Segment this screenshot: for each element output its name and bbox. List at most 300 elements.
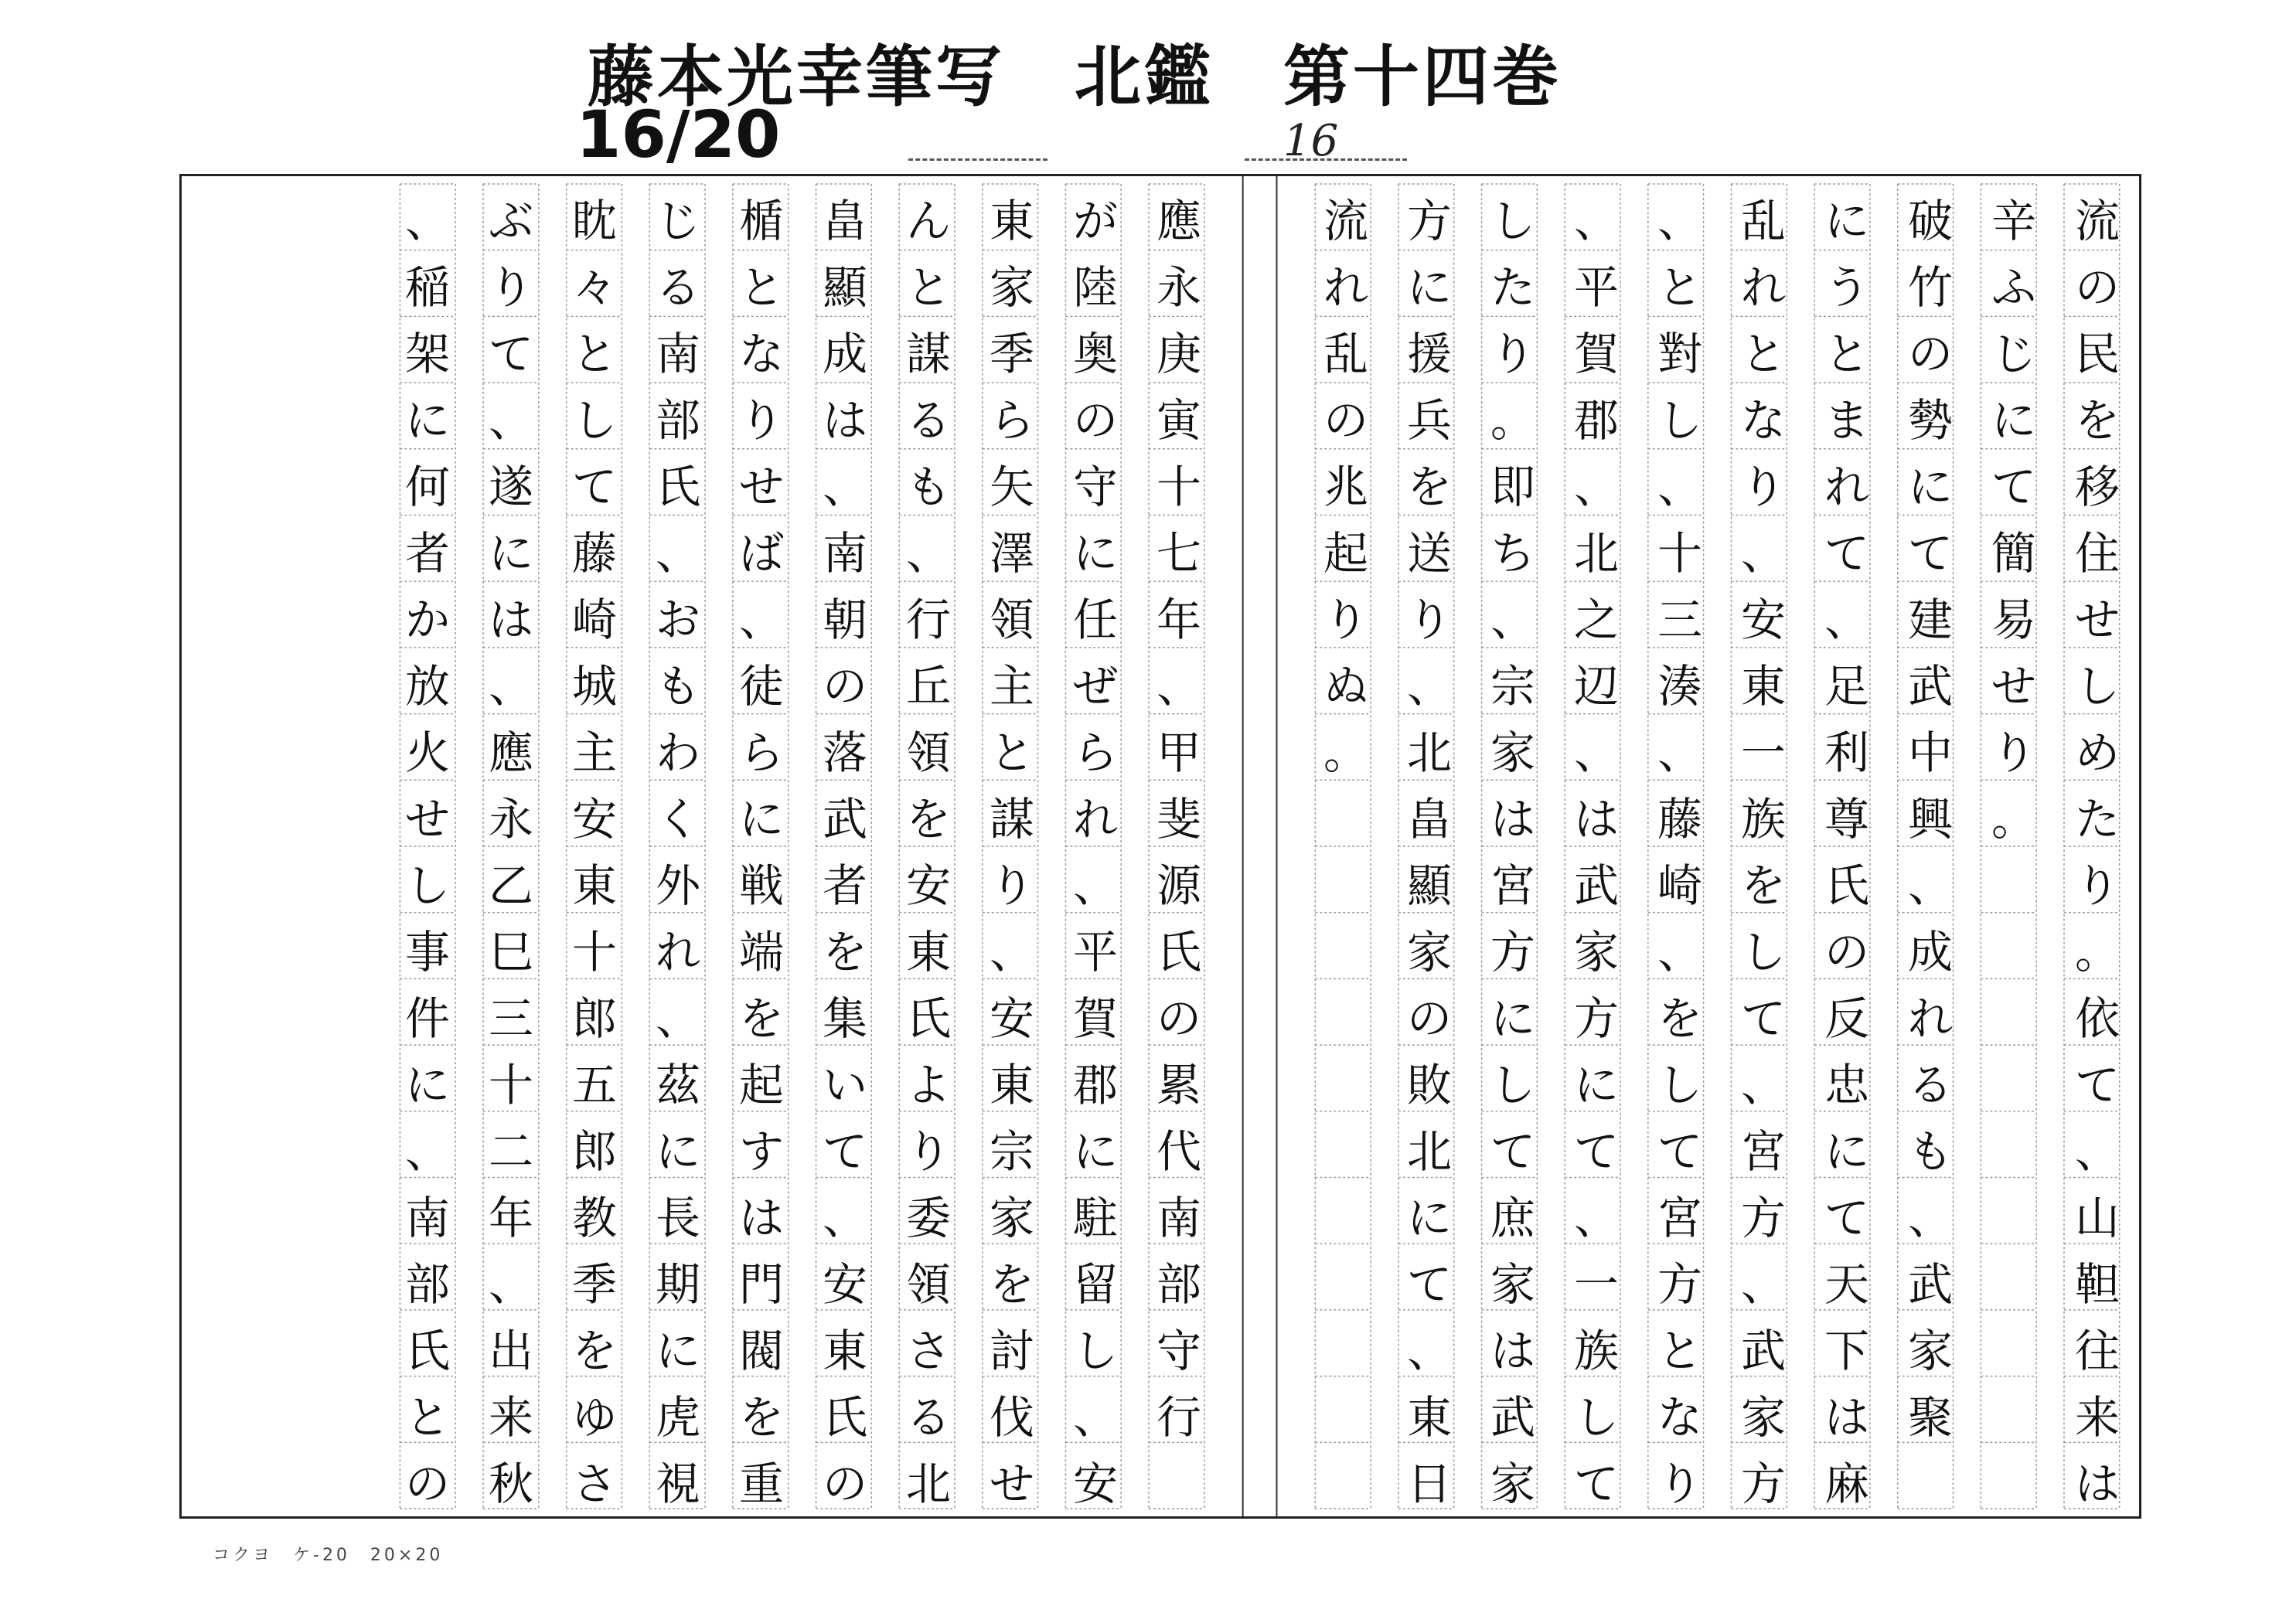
manuscript-char: 湊 xyxy=(1657,660,1702,713)
manuscript-char: 藤 xyxy=(1657,793,1702,846)
manuscript-column xyxy=(1903,184,1958,1524)
manuscript-char: 敗 xyxy=(1406,1059,1452,1111)
manuscript-char: 流 xyxy=(2074,195,2120,247)
manuscript-char: 氏 xyxy=(1824,859,1869,912)
manuscript-char: せ xyxy=(989,1458,1034,1510)
manuscript-char: 成 xyxy=(822,328,867,380)
manuscript-char: 季 xyxy=(989,328,1034,380)
manuscript-char: な xyxy=(1657,1391,1702,1444)
manuscript-char: 秋 xyxy=(488,1458,533,1510)
manuscript-char: て xyxy=(1824,527,1869,580)
manuscript-char: 、 xyxy=(1573,726,1619,779)
manuscript-char: り xyxy=(1740,461,1786,513)
manuscript-char: 部 xyxy=(1156,1258,1201,1311)
manuscript-char: 甲 xyxy=(1156,726,1201,779)
manuscript-char: 日 xyxy=(1406,1458,1452,1510)
manuscript-char: 虎 xyxy=(655,1391,700,1444)
manuscript-char: 、 xyxy=(905,527,951,580)
manuscript-char: 部 xyxy=(655,394,700,447)
manuscript-char: に xyxy=(488,527,533,580)
manuscript-char: 郡 xyxy=(1573,394,1619,447)
manuscript-char: ら xyxy=(989,394,1034,447)
manuscript-char: 年 xyxy=(1156,594,1201,646)
manuscript-char: 方 xyxy=(1740,1192,1786,1244)
manuscript-char: 家 xyxy=(1907,1325,1953,1377)
manuscript-char: 、 xyxy=(404,195,450,247)
manuscript-char: 、 xyxy=(738,594,784,646)
manuscript-char: 領 xyxy=(989,594,1034,646)
manuscript-char: 視 xyxy=(655,1458,700,1510)
manuscript-char: 集 xyxy=(822,992,867,1045)
manuscript-char: か xyxy=(404,594,450,646)
manuscript-char: 之 xyxy=(1573,594,1619,646)
manuscript-char: 麻 xyxy=(1824,1458,1869,1510)
manuscript-char: 三 xyxy=(1657,594,1702,646)
manuscript-char: 勢 xyxy=(1907,394,1953,447)
manuscript-char: 、 xyxy=(655,992,700,1045)
manuscript-char: 家 xyxy=(1490,1458,1535,1510)
manuscript-char: 武 xyxy=(1490,1391,1535,1444)
manuscript-char: 教 xyxy=(571,1192,617,1244)
manuscript-char: 眈 xyxy=(571,195,617,247)
manuscript-char: 顯 xyxy=(822,261,867,314)
manuscript-char: は xyxy=(2074,1458,2120,1510)
manuscript-char: 、 xyxy=(822,461,867,513)
document-title: 藤本光幸筆写 北鑑 第十四巻 xyxy=(588,39,1562,116)
manuscript-char: は xyxy=(1824,1391,1869,1444)
manuscript-char: 中 xyxy=(1907,726,1953,779)
manuscript-char: 季 xyxy=(571,1258,617,1311)
manuscript-char: 。 xyxy=(1991,793,2036,846)
manuscript-column xyxy=(2069,184,2125,1524)
manuscript-char: ま xyxy=(1824,394,1869,447)
manuscript-char: 、 xyxy=(989,926,1034,978)
manuscript-char: 。 xyxy=(2074,926,2120,978)
manuscript-char: ふ xyxy=(1991,261,2036,314)
manuscript-char: 、 xyxy=(1156,660,1201,713)
manuscript-char: 東 xyxy=(571,859,617,912)
manuscript-char: 、 xyxy=(488,394,533,447)
manuscript-column xyxy=(483,184,539,1524)
manuscript-char: 十 xyxy=(571,926,617,978)
manuscript-char: し xyxy=(2074,660,2120,713)
manuscript-char: 、 xyxy=(1740,1258,1786,1311)
manuscript-char: に xyxy=(1907,461,1953,513)
manuscript-char: 方 xyxy=(1573,992,1619,1045)
paper-brand-footer: コクヨ ケ-20 20×20 xyxy=(213,1546,444,1565)
manuscript-char: り xyxy=(1490,328,1535,380)
manuscript-char: 、 xyxy=(1406,660,1452,713)
manuscript-char: て xyxy=(1740,992,1786,1045)
manuscript-char: を xyxy=(2074,394,2120,447)
manuscript-char: 部 xyxy=(404,1258,450,1311)
manuscript-char: 領 xyxy=(905,726,951,779)
manuscript-char: 、 xyxy=(1740,527,1786,580)
manuscript-char: 年 xyxy=(488,1192,533,1244)
manuscript-column xyxy=(1151,184,1207,1524)
manuscript-char: に xyxy=(1406,1192,1452,1244)
manuscript-char: は xyxy=(488,594,533,646)
manuscript-char: て xyxy=(488,328,533,380)
manuscript-char: ば xyxy=(738,527,784,580)
manuscript-char: 破 xyxy=(1907,195,1953,247)
manuscript-char: の xyxy=(822,660,867,713)
manuscript-char: 忠 xyxy=(1824,1059,1869,1111)
manuscript-char: 。 xyxy=(1490,394,1535,447)
manuscript-char: 、 xyxy=(822,1192,867,1244)
manuscript-char: 族 xyxy=(1740,793,1786,846)
manuscript-char: 三 xyxy=(488,992,533,1045)
manuscript-char: 氏 xyxy=(655,461,700,513)
manuscript-char: 、 xyxy=(1072,1391,1118,1444)
manuscript-char: ぬ xyxy=(1323,660,1368,713)
manuscript-char: 宗 xyxy=(989,1125,1034,1178)
manuscript-char: せ xyxy=(738,461,784,513)
manuscript-char: れ xyxy=(655,926,700,978)
manuscript-char: 門 xyxy=(738,1258,784,1311)
manuscript-char: 来 xyxy=(2074,1391,2120,1444)
manuscript-char: 城 xyxy=(571,660,617,713)
dash-rule-left xyxy=(908,158,1048,161)
manuscript-char: わ xyxy=(655,726,700,779)
manuscript-char: を xyxy=(738,1391,784,1444)
manuscript-char: 駐 xyxy=(1072,1192,1118,1244)
manuscript-char: 出 xyxy=(488,1325,533,1377)
manuscript-char: に xyxy=(655,1325,700,1377)
manuscript-char: 安 xyxy=(989,992,1034,1045)
manuscript-char: 往 xyxy=(2074,1325,2120,1377)
manuscript-char: り xyxy=(1657,1458,1702,1510)
manuscript-char: の xyxy=(2074,261,2120,314)
manuscript-char: 郎 xyxy=(571,1125,617,1178)
manuscript-column xyxy=(567,184,622,1524)
manuscript-char: と xyxy=(571,328,617,380)
manuscript-column xyxy=(400,184,455,1524)
manuscript-char: る xyxy=(655,261,700,314)
manuscript-char: 々 xyxy=(571,261,617,314)
manuscript-char: 件 xyxy=(404,992,450,1045)
manuscript-char: て xyxy=(1573,1125,1619,1178)
manuscript-char: 送 xyxy=(1406,527,1452,580)
manuscript-char: を xyxy=(738,992,784,1045)
manuscript-char: 、 xyxy=(1740,1059,1786,1111)
manuscript-char: 武 xyxy=(1907,1258,1953,1311)
manuscript-char: 東 xyxy=(989,1059,1034,1111)
manuscript-char: を xyxy=(1406,461,1452,513)
manuscript-char: 来 xyxy=(488,1391,533,1444)
manuscript-char: と xyxy=(1657,1325,1702,1377)
manuscript-char: と xyxy=(905,261,951,314)
manuscript-char: さ xyxy=(571,1458,617,1510)
manuscript-char: 源 xyxy=(1156,859,1201,912)
manuscript-char: な xyxy=(738,328,784,380)
manuscript-char: し xyxy=(1072,1325,1118,1377)
manuscript-char: 東 xyxy=(905,926,951,978)
manuscript-char: 畠 xyxy=(822,195,867,247)
manuscript-char: 端 xyxy=(738,926,784,978)
manuscript-char: て xyxy=(1406,1258,1452,1311)
handwritten-page-mark: 16 xyxy=(1283,116,1339,166)
manuscript-char: に xyxy=(1072,1125,1118,1178)
manuscript-char: 賀 xyxy=(1072,992,1118,1045)
manuscript-char: 興 xyxy=(1907,793,1953,846)
manuscript-char: 尊 xyxy=(1824,793,1869,846)
manuscript-char: 委 xyxy=(905,1192,951,1244)
manuscript-char: り xyxy=(1323,594,1368,646)
manuscript-char: め xyxy=(2074,726,2120,779)
manuscript-char: に xyxy=(655,1125,700,1178)
manuscript-char: り xyxy=(905,1125,951,1178)
manuscript-char: く xyxy=(655,793,700,846)
manuscript-char: の xyxy=(1907,328,1953,380)
page-number: 16/20 xyxy=(576,97,781,172)
manuscript-char: し xyxy=(1490,195,1535,247)
manuscript-char: い xyxy=(822,1059,867,1111)
manuscript-char: 起 xyxy=(1323,527,1368,580)
manuscript-char: し xyxy=(1740,926,1786,978)
manuscript-char: 南 xyxy=(822,527,867,580)
manuscript-char: 起 xyxy=(738,1059,784,1111)
manuscript-char: 放 xyxy=(404,660,450,713)
manuscript-char: は xyxy=(1490,793,1535,846)
manuscript-char: 氏 xyxy=(905,992,951,1045)
manuscript-char: 謀 xyxy=(989,793,1034,846)
manuscript-char: 長 xyxy=(655,1192,700,1244)
manuscript-char: を xyxy=(1657,992,1702,1045)
manuscript-char: て xyxy=(1657,1125,1702,1178)
manuscript-char: を xyxy=(1740,859,1786,912)
manuscript-char: 主 xyxy=(989,660,1034,713)
manuscript-char: 藤 xyxy=(571,527,617,580)
manuscript-char: ぜ xyxy=(1072,660,1118,713)
manuscript-char: に xyxy=(738,793,784,846)
manuscript-char: 對 xyxy=(1657,328,1702,380)
genkou-manuscript-sheet xyxy=(179,174,2141,1519)
manuscript-char: に xyxy=(1072,527,1118,580)
manuscript-char: 氏 xyxy=(1156,926,1201,978)
manuscript-char: 累 xyxy=(1156,1059,1201,1111)
manuscript-char: 方 xyxy=(1406,195,1452,247)
manuscript-char: 重 xyxy=(738,1458,784,1510)
manuscript-column xyxy=(1402,184,1457,1524)
manuscript-char: の xyxy=(1323,394,1368,447)
manuscript-column xyxy=(1485,184,1541,1524)
manuscript-char: 領 xyxy=(905,1258,951,1311)
manuscript-char: 平 xyxy=(1072,926,1118,978)
manuscript-char: よ xyxy=(905,1059,951,1111)
manuscript-column xyxy=(1736,184,1791,1524)
manuscript-char: 聚 xyxy=(1907,1391,1953,1444)
dash-rule-right xyxy=(1245,158,1407,161)
manuscript-column xyxy=(901,184,956,1524)
manuscript-char: さ xyxy=(905,1325,951,1377)
manuscript-char: 守 xyxy=(1072,461,1118,513)
manuscript-char: に xyxy=(1490,992,1535,1045)
manuscript-char: 稲 xyxy=(404,261,450,314)
manuscript-char: 南 xyxy=(404,1192,450,1244)
manuscript-char: 、 xyxy=(1657,926,1702,978)
manuscript-char: り xyxy=(738,394,784,447)
manuscript-char: 澤 xyxy=(989,527,1034,580)
manuscript-char: ぶ xyxy=(488,195,533,247)
manuscript-char: 楯 xyxy=(738,195,784,247)
manuscript-char: 辺 xyxy=(1573,660,1619,713)
manuscript-char: の xyxy=(1156,992,1201,1045)
manuscript-char: と xyxy=(1657,261,1702,314)
manuscript-column xyxy=(817,184,873,1524)
manuscript-char: 東 xyxy=(1740,660,1786,713)
manuscript-char: 矢 xyxy=(989,461,1034,513)
manuscript-char: 、 xyxy=(2074,1125,2120,1178)
manuscript-char: を xyxy=(905,793,951,846)
manuscript-char: 何 xyxy=(404,461,450,513)
manuscript-char: を xyxy=(989,1258,1034,1311)
manuscript-char: 兆 xyxy=(1323,461,1368,513)
manuscript-char: 乙 xyxy=(488,859,533,912)
manuscript-char: 一 xyxy=(1740,726,1786,779)
manuscript-char: 北 xyxy=(1406,1125,1452,1178)
manuscript-char: 崎 xyxy=(571,594,617,646)
manuscript-char: に xyxy=(404,394,450,447)
manuscript-char: 、 xyxy=(655,527,700,580)
manuscript-char: 應 xyxy=(488,726,533,779)
manuscript-char: 、 xyxy=(1657,726,1702,779)
manuscript-char: し xyxy=(1490,1059,1535,1111)
manuscript-char: ら xyxy=(738,726,784,779)
manuscript-char: に xyxy=(1824,1125,1869,1178)
manuscript-char: 徒 xyxy=(738,660,784,713)
manuscript-char: に xyxy=(1824,195,1869,247)
manuscript-char: は xyxy=(1573,793,1619,846)
manuscript-char: 崎 xyxy=(1657,859,1702,912)
manuscript-char: を xyxy=(571,1325,617,1377)
manuscript-char: の xyxy=(1406,992,1452,1045)
manuscript-char: 簡 xyxy=(1991,527,2036,580)
manuscript-char: 斐 xyxy=(1156,793,1201,846)
manuscript-char: 五 xyxy=(571,1059,617,1111)
manuscript-char: り xyxy=(488,261,533,314)
manuscript-column xyxy=(1068,184,1123,1524)
manuscript-char: 討 xyxy=(989,1325,1034,1377)
manuscript-char: 易 xyxy=(1991,594,2036,646)
manuscript-char: 。 xyxy=(1323,726,1368,779)
manuscript-char: れ xyxy=(1824,461,1869,513)
manuscript-char: 任 xyxy=(1072,594,1118,646)
manuscript-char: 奥 xyxy=(1072,328,1118,380)
manuscript-char: 者 xyxy=(822,859,867,912)
manuscript-char: 南 xyxy=(655,328,700,380)
manuscript-char: 流 xyxy=(1323,195,1368,247)
manuscript-char: 利 xyxy=(1824,726,1869,779)
manuscript-char: 朝 xyxy=(822,594,867,646)
manuscript-char: 建 xyxy=(1907,594,1953,646)
manuscript-char: 期 xyxy=(655,1258,700,1311)
manuscript-char: 依 xyxy=(2074,992,2120,1045)
manuscript-char: て xyxy=(1573,1458,1619,1510)
manuscript-char: 家 xyxy=(1406,926,1452,978)
manuscript-char: 靼 xyxy=(2074,1258,2120,1311)
manuscript-char: に xyxy=(1573,1059,1619,1111)
manuscript-char: 安 xyxy=(1740,594,1786,646)
manuscript-char: て xyxy=(571,461,617,513)
manuscript-char: 外 xyxy=(655,859,700,912)
manuscript-char: 陸 xyxy=(1072,261,1118,314)
manuscript-char: も xyxy=(655,660,700,713)
manuscript-char: ん xyxy=(905,195,951,247)
manuscript-char: が xyxy=(1072,195,1118,247)
manuscript-char: 、 xyxy=(1072,859,1118,912)
manuscript-char: 庶 xyxy=(1490,1192,1535,1244)
manuscript-char: も xyxy=(905,461,951,513)
manuscript-char: 、 xyxy=(1907,859,1953,912)
manuscript-char: せ xyxy=(1991,660,2036,713)
manuscript-char: 閥 xyxy=(738,1325,784,1377)
manuscript-char: と xyxy=(1740,328,1786,380)
manuscript-char: う xyxy=(1824,261,1869,314)
manuscript-char: 家 xyxy=(1573,926,1619,978)
manuscript-char: の xyxy=(1072,394,1118,447)
manuscript-char: 兵 xyxy=(1406,394,1452,447)
manuscript-char: 十 xyxy=(1657,527,1702,580)
manuscript-char: お xyxy=(655,594,700,646)
manuscript-char: 代 xyxy=(1156,1125,1201,1178)
manuscript-column xyxy=(1986,184,2042,1524)
manuscript-char: す xyxy=(738,1125,784,1178)
manuscript-char: 永 xyxy=(488,793,533,846)
manuscript-char: 南 xyxy=(1156,1192,1201,1244)
manuscript-char: り xyxy=(1406,594,1452,646)
manuscript-column xyxy=(650,184,706,1524)
manuscript-char: 七 xyxy=(1156,527,1201,580)
manuscript-char: 山 xyxy=(2074,1192,2120,1244)
manuscript-char: 援 xyxy=(1406,328,1452,380)
manuscript-char: 戦 xyxy=(738,859,784,912)
manuscript-char: 氏 xyxy=(404,1325,450,1377)
manuscript-char: 安 xyxy=(571,793,617,846)
manuscript-char: 郡 xyxy=(1072,1059,1118,1111)
manuscript-char: 方 xyxy=(1740,1458,1786,1510)
manuscript-char: せ xyxy=(2074,594,2120,646)
manuscript-char: る xyxy=(905,394,951,447)
manuscript-char: と xyxy=(738,261,784,314)
manuscript-char: 武 xyxy=(1907,660,1953,713)
manuscript-char: 家 xyxy=(989,1192,1034,1244)
manuscript-char: 行 xyxy=(905,594,951,646)
manuscript-char: と xyxy=(1824,328,1869,380)
manuscript-column xyxy=(734,184,789,1524)
manuscript-column xyxy=(984,184,1040,1524)
manuscript-char: 、 xyxy=(1573,1192,1619,1244)
manuscript-char: 伐 xyxy=(989,1391,1034,1444)
manuscript-char: 火 xyxy=(404,726,450,779)
manuscript-char: 北 xyxy=(1406,726,1452,779)
manuscript-char: に xyxy=(1991,394,2036,447)
manuscript-char: る xyxy=(905,1391,951,1444)
manuscript-char: 寅 xyxy=(1156,394,1201,447)
manuscript-char: 方 xyxy=(1657,1258,1702,1311)
manuscript-char: の xyxy=(1824,926,1869,978)
manuscript-char: 安 xyxy=(905,859,951,912)
manuscript-char: 、 xyxy=(1657,195,1702,247)
manuscript-char: 下 xyxy=(1824,1325,1869,1377)
manuscript-char: 十 xyxy=(488,1059,533,1111)
manuscript-char: 東 xyxy=(989,195,1034,247)
manuscript-char: り xyxy=(989,859,1034,912)
manuscript-char: に xyxy=(1406,261,1452,314)
manuscript-char: 守 xyxy=(1156,1325,1201,1377)
manuscript-char: 、 xyxy=(488,660,533,713)
manuscript-char: 一 xyxy=(1573,1258,1619,1311)
